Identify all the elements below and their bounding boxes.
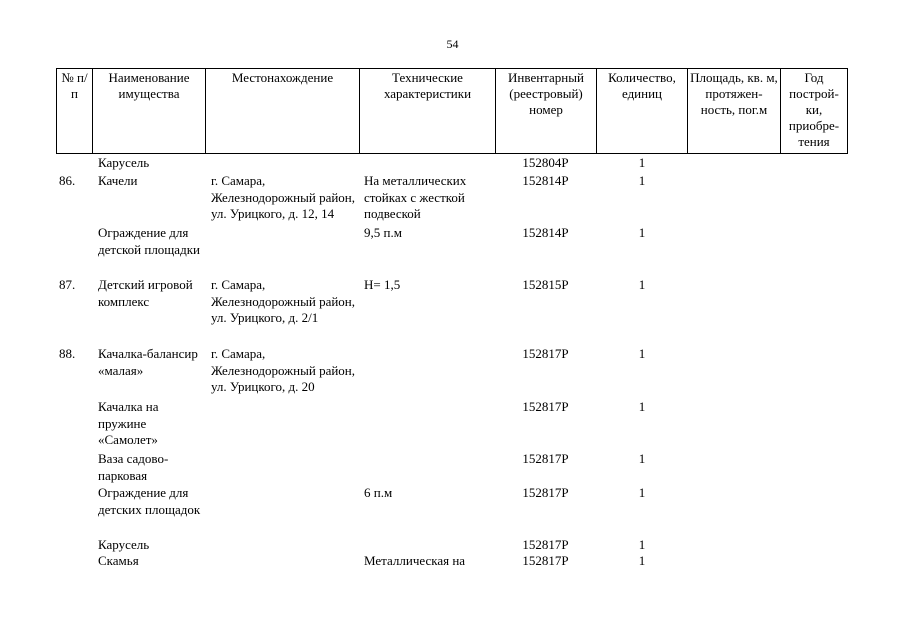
row-tech: Н= 1,5	[364, 277, 401, 292]
row-inventory: 152814Р	[522, 225, 569, 240]
row-name: Ограждение для детской площадки	[98, 225, 200, 257]
header-quantity: Количество, единиц	[597, 69, 688, 154]
row-quantity: 1	[638, 155, 646, 170]
row-quantity: 1	[638, 399, 646, 414]
row-tech: 6 п.м	[364, 485, 393, 500]
row-num: 86.	[59, 173, 76, 188]
header-area: Площадь, кв. м, протяжен-ность, пог.м	[688, 69, 781, 154]
row-location: г. Самара, Железнодорожный район, ул. Урицкого, д. 2/1	[211, 277, 355, 325]
row-name: Качели	[98, 173, 138, 188]
row-quantity: 1	[638, 485, 646, 500]
row-inventory: 152814Р	[522, 173, 569, 188]
header-name: Наименование имущества	[93, 69, 206, 154]
row-quantity: 1	[638, 173, 646, 188]
row-num: 88.	[59, 346, 76, 361]
header-num: № п/п	[57, 69, 93, 154]
table-header	[56, 68, 848, 154]
header-inventory: Инвентарный (реестровый) номер	[496, 69, 597, 154]
row-inventory: 152817Р	[522, 451, 569, 466]
row-name: Карусель	[98, 155, 150, 170]
header-location: Местонахождение	[206, 69, 360, 154]
row-inventory: 152817Р	[522, 485, 569, 500]
row-inventory: 152817Р	[522, 399, 569, 414]
row-quantity: 1	[638, 277, 646, 292]
row-name: Детский игровой комплекс	[98, 277, 193, 309]
row-name: Скамья	[98, 553, 139, 568]
row-inventory: 152804Р	[522, 155, 569, 170]
row-quantity: 1	[638, 346, 646, 361]
row-num: 87.	[59, 277, 76, 292]
row-quantity: 1	[638, 451, 646, 466]
row-inventory: 152815Р	[522, 277, 569, 292]
row-name: Ограждение для детских площадок	[98, 485, 201, 517]
row-inventory: 152817Р	[522, 553, 569, 568]
page-number: 54	[446, 37, 459, 51]
row-quantity: 1	[638, 225, 646, 240]
row-name: Ваза садово-парковая	[98, 451, 169, 483]
row-tech: На металлических стойках с жесткой подвеской	[364, 173, 467, 221]
row-quantity: 1	[638, 553, 646, 568]
header-year: Год построй-ки, приобре-тения	[781, 69, 848, 154]
header-tech: Технические характеристики	[360, 69, 496, 154]
row-quantity: 1	[638, 537, 646, 552]
row-tech: Металлическая на	[364, 553, 466, 568]
row-tech: 9,5 п.м	[364, 225, 402, 240]
row-inventory: 152817Р	[522, 346, 569, 361]
row-location: г. Самара, Железнодорожный район, ул. Урицкого, д. 12, 14	[211, 173, 355, 221]
row-name: Карусель	[98, 537, 150, 552]
row-location: г. Самара, Железнодорожный район, ул. Урицкого, д. 20	[211, 346, 355, 394]
row-inventory: 152817Р	[522, 537, 569, 552]
row-name: Качалка-балансир «малая»	[98, 346, 198, 378]
row-name: Качалка на пружине «Самолет»	[98, 399, 159, 447]
